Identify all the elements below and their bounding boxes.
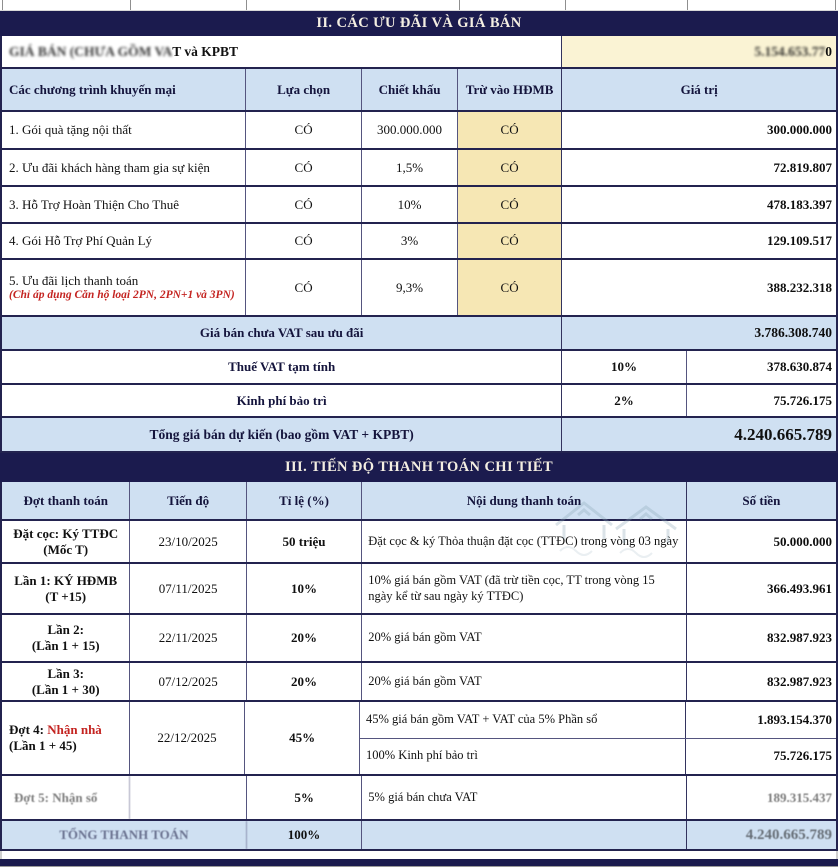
payment-amount: 366.493.961: [767, 580, 832, 596]
promo-name-group: [2, 260, 246, 315]
base-price-row: [0, 36, 838, 69]
summary-value: 378.630.874: [767, 359, 832, 374]
stage-line2: (Lần 1 + 15): [31, 638, 100, 653]
promo-name: 2. Ưu đãi khách hàng tham gia sự kiện: [2, 150, 246, 185]
promo-discount: 1,5%: [362, 150, 458, 185]
promo-deduct: CÓ: [458, 112, 563, 148]
payment-rate: 45%: [245, 702, 360, 774]
grid-line: [687, 0, 688, 10]
promo-row-4: [0, 224, 838, 260]
promo-discount: 9,3%: [362, 260, 458, 315]
summary-value: 3.786.308.740: [754, 325, 832, 340]
payment-content: 5% giá bán chưa VAT: [362, 776, 686, 819]
payment-amount: 75.726.175: [773, 748, 832, 764]
payment-amount: 832.987.923: [767, 673, 832, 689]
payment-total-amount: 4.240.665.789: [745, 826, 833, 843]
payment-content: 45% giá bán gồm VAT + VAT của 5% Phần sổ: [360, 702, 686, 738]
payment-row-3: [0, 663, 838, 702]
grid-line: [459, 0, 460, 10]
promo-discount: 3%: [362, 224, 458, 258]
promo-header-discount: Chiết khấu: [362, 69, 458, 110]
promo-row-5: [0, 260, 838, 317]
payment-rate: 50 triệu: [247, 521, 362, 562]
payment-amount: 1.893.154.370: [757, 711, 832, 727]
stage-line2: (Mốc T): [43, 541, 89, 557]
payment-row-2: [0, 615, 838, 663]
promo-note: (Chỉ áp dụng Căn hộ loại 2PN, 2PN+1 và 3PN): [9, 288, 235, 301]
payment-header-rate: Tỉ lệ (%): [247, 482, 362, 519]
summary-label: Kinh phí bảo trì: [2, 385, 562, 416]
payment-total-row: [0, 821, 838, 851]
promo-choice: CÓ: [246, 224, 362, 258]
summary-percent: 2%: [562, 385, 686, 416]
payment-header-amount: Số tiền: [742, 492, 781, 508]
promo-name: 3. Hỗ Trợ Hoàn Thiện Cho Thuê: [2, 187, 246, 222]
payment-stage: [2, 663, 130, 700]
payment-subrow-2: [360, 739, 836, 775]
payment-stage: [2, 521, 130, 562]
promo-header-value: Giá trị: [680, 81, 718, 97]
section3-title: [0, 453, 838, 482]
top-table-remnant: [0, 0, 838, 11]
base-price-label-clear: T và KPBT: [172, 43, 239, 59]
promo-row-1: [0, 112, 838, 150]
base-price-label: [2, 36, 562, 67]
promo-value: 300.000.000: [767, 122, 832, 137]
promo-header-name: Các chương trình khuyến mại: [2, 69, 246, 110]
promo-deduct: CÓ: [458, 224, 563, 258]
payment-row-1: [0, 564, 838, 615]
stage-line2: (T +15): [45, 588, 87, 604]
promo-row-2: [0, 150, 838, 187]
payment-table-header: [0, 482, 838, 521]
stage-line1: Đặt cọc: Ký TTĐC: [13, 525, 119, 541]
promo-value: 478.183.397: [767, 196, 832, 212]
payment-subrow-1: [360, 702, 836, 739]
summary-row-grand-total: [0, 418, 838, 453]
payment-subrows: [360, 702, 836, 774]
summary-row-pre-vat: [0, 317, 838, 351]
stage-line1: Lần 3:: [47, 665, 84, 681]
summary-label: Giá bán chưa VAT sau ưu đãi: [2, 317, 562, 349]
promo-discount: 10%: [362, 187, 458, 222]
section3-title-text: III. TIẾN ĐỘ THANH TOÁN CHI TIẾT: [284, 459, 554, 475]
payment-amount: 50.000.000: [773, 533, 832, 549]
promo-table-header: [0, 69, 838, 112]
payment-content: 10% giá bán gồm VAT (đã trừ tiền cọc, TT trong vòng 15 ngày kể từ sau ngày ký TTĐC): [362, 564, 686, 613]
payment-total-rate: 100%: [247, 821, 362, 849]
promo-choice: CÓ: [246, 112, 362, 148]
base-price-value-blurred: 5.154.653.77: [754, 43, 826, 59]
payment-stage: [2, 702, 130, 774]
payment-date: 22/12/2025: [130, 702, 246, 774]
payment-row-certificate: [0, 776, 838, 821]
grid-line: [2, 0, 3, 10]
payment-stage: [2, 564, 130, 613]
promo-choice: CÓ: [246, 187, 362, 222]
payment-date: 07/12/2025: [130, 663, 246, 700]
payment-date: [130, 776, 246, 819]
payment-rate: 20%: [247, 615, 362, 661]
payment-header-date: Tiến độ: [130, 482, 246, 519]
summary-label: Tổng giá bán dự kiến (bao gồm VAT + KPBT): [2, 418, 562, 451]
payment-content: 20% giá bán gồm VAT: [362, 663, 686, 700]
grid-line: [565, 0, 566, 10]
grid-line: [130, 0, 131, 10]
summary-label: Thuế VAT tạm tính: [2, 351, 562, 383]
summary-row-maintenance: [0, 385, 838, 418]
promo-header-deduct: Trừ vào HĐMB: [458, 69, 563, 110]
payment-content: Đặt cọc & ký Thỏa thuận đặt cọc (TTĐC) trong vòng 03 ngày: [362, 521, 686, 562]
promo-name: 4. Gói Hỗ Trợ Phí Quản Lý: [2, 224, 246, 258]
promo-header-choice: Lựa chọn: [246, 69, 362, 110]
payment-amount: 189.315.437: [767, 789, 832, 805]
promo-discount: 300.000.000: [362, 112, 458, 148]
payment-total-empty: [362, 821, 686, 849]
stage-line2: (Lần 1 + 45): [9, 738, 77, 753]
payment-content: 100% Kinh phí bảo trì: [360, 739, 686, 775]
payment-total-label: TỔNG THANH TOÁN: [2, 821, 247, 849]
payment-date: 23/10/2025: [130, 521, 246, 562]
section2-title: [0, 11, 838, 36]
promo-name: 1. Gói quà tặng nội thất: [2, 112, 246, 148]
payment-rate: 10%: [247, 564, 362, 613]
payment-date: 07/11/2025: [130, 564, 246, 613]
payment-rate: 5%: [247, 776, 362, 819]
summary-value: 4.240.665.789: [734, 424, 832, 444]
summary-percent: 10%: [562, 351, 686, 383]
stage-line1: [9, 722, 102, 738]
payment-date: 22/11/2025: [130, 615, 246, 661]
base-price-value-clear: 0: [825, 43, 832, 59]
payment-stage: [2, 615, 130, 661]
payment-row-deposit: [0, 521, 838, 564]
promo-name: 5. Ưu đãi lịch thanh toán: [9, 272, 139, 288]
base-price-label-blurred: GIÁ BÁN (CHƯA GỒM VA: [9, 43, 173, 59]
payment-header-stage: Đợt thanh toán: [2, 482, 130, 519]
payment-header-content: Nội dung thanh toán: [362, 482, 686, 519]
promo-deduct: CÓ: [458, 150, 563, 185]
grid-line: [246, 0, 247, 10]
payment-amount: 832.987.923: [767, 630, 832, 645]
stage-prefix: Đợt 4:: [9, 722, 48, 738]
stage-line1: Lần 1: KÝ HĐMB: [14, 572, 118, 588]
payment-row-handover: [0, 702, 838, 776]
stage-red-text: Nhận nhà: [47, 722, 102, 738]
section2-title-text: II. CÁC ƯU ĐÃI VÀ GIÁ BÁN: [316, 15, 522, 31]
payment-stage: Đợt 5: Nhận sổ: [2, 776, 130, 819]
payment-content: 20% giá bán gồm VAT: [362, 615, 686, 661]
promo-value: 129.109.517: [767, 233, 832, 248]
summary-value: 75.726.175: [773, 392, 832, 408]
summary-row-vat: [0, 351, 838, 385]
base-price-value: [562, 36, 836, 67]
payment-rate: 20%: [247, 663, 362, 700]
bottom-gap: [0, 851, 838, 859]
promo-value: 388.232.318: [767, 279, 832, 295]
stage-line2: (Lần 1 + 30): [31, 681, 100, 697]
promo-value: 72.819.807: [773, 159, 832, 175]
grid-line: [835, 0, 836, 10]
bottom-navy-bar: [0, 859, 838, 867]
promo-deduct: CÓ: [458, 187, 563, 222]
promo-choice: CÓ: [246, 260, 362, 315]
promo-deduct: CÓ: [458, 260, 563, 315]
promo-row-3: [0, 187, 838, 224]
stage-line1: Lần 2:: [47, 622, 84, 638]
promo-choice: CÓ: [246, 150, 362, 185]
